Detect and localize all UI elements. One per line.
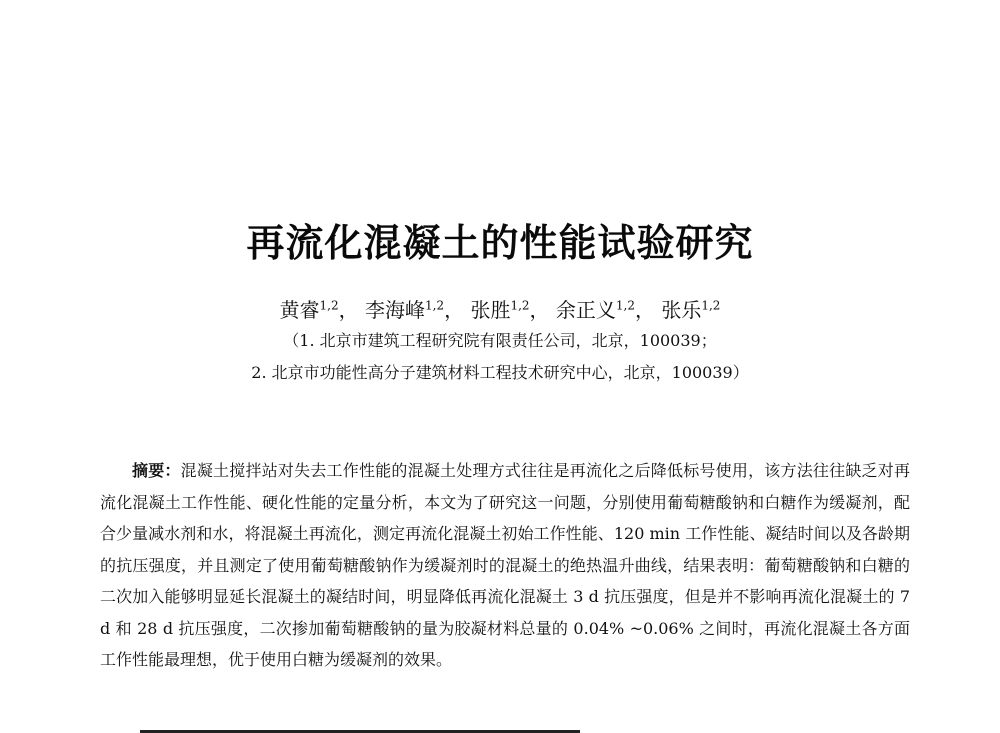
author-name: 余正义 [555,298,616,322]
author-separator: ， [529,298,550,322]
author-separator: ， [338,298,359,322]
author-affiliation-marker: 1,2 [701,298,721,313]
paper-title: 再流化混凝土的性能试验研究 [246,220,754,265]
author-name: 张乐 [661,298,702,322]
author-affiliation-marker: 1,2 [510,298,530,313]
author-list [0,294,1000,323]
cropped-next-line [140,724,580,733]
abstract-text: 混凝土搅拌站对失去工作性能的混凝土处理方式往往是再流化之后降低标号使用，该方法往往缺乏对再流化混凝土工作性能、硬化性能的定量分析，本文为了研究这一问题，分别使用葡萄糖酸钠和白糖作为缓凝剂，配合少量减水剂和水，将混凝土再流化，测定再流化混凝土初始工作性能、120 min 工作性能、凝结时间以及各龄期的抗压强度，并且测定了使用葡萄糖酸钠作为缓凝剂时的混凝土的绝热温升曲线，结果表明：葡萄糖酸钠和白糖的二次加入能够明显延长混凝土的凝结时间，明显降低再流化混凝土 3 d 抗压强度，但是并不影响再流化混凝土的 7 d 和 28 d 抗压强度，二次掺加葡萄糖酸钠的量为胶凝材料总量的 0.04% ~0.06% 之间时，再流化混凝土各方面工作性能最理想，优于使用白糖为缓凝剂的效果。 [100,461,910,669]
author-name: 李海峰 [365,298,425,322]
affiliation-1: （1. 北京市建筑工程研究院有限责任公司，北京，100039； [283,331,717,350]
author-affiliation-marker: 1,2 [615,298,635,313]
abstract [100,455,910,676]
author-separator: ， [444,298,465,322]
author-affiliation-marker: 1,2 [425,298,445,313]
author-name: 张胜 [470,298,511,322]
author-separator: ， [635,298,655,322]
author-affiliation-marker: 1,2 [319,298,339,313]
affiliation-2: 2. 北京市功能性高分子建筑材料工程技术研究中心，北京，100039） [251,363,749,382]
abstract-label: 摘要： [132,461,181,480]
author-name: 黄睿 [279,298,320,322]
